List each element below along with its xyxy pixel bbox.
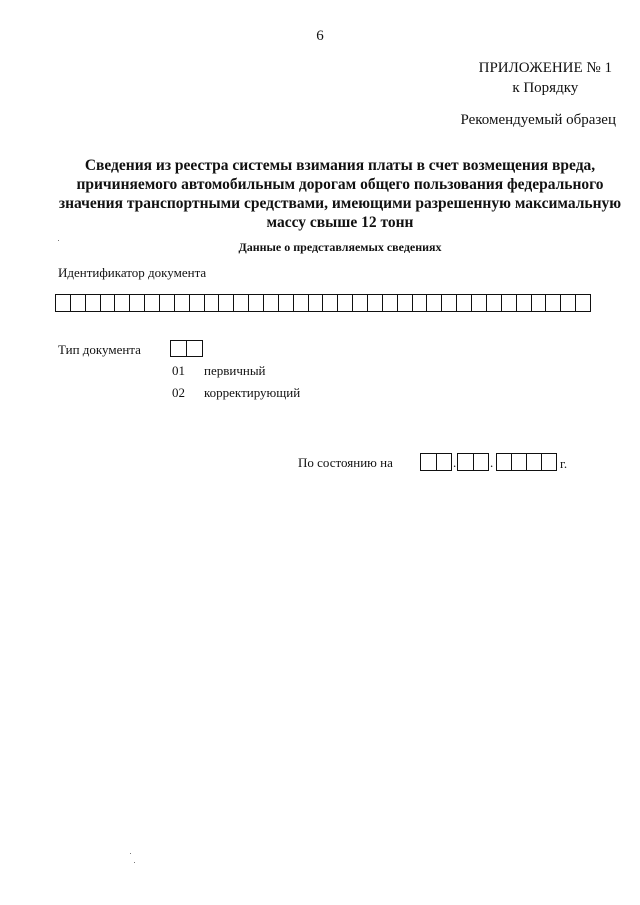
document-id-cell[interactable] (204, 295, 219, 311)
document-id-cell[interactable] (367, 295, 382, 311)
date-year-field[interactable] (496, 453, 557, 471)
title-line: значения транспортными средствами, имеющими разрешенную максимальную (58, 195, 622, 212)
appendix-header (479, 58, 612, 98)
document-id-cell[interactable] (233, 295, 248, 311)
document-id-cell[interactable] (174, 295, 189, 311)
option-text-primary: первичный (204, 363, 266, 378)
document-id-cell[interactable] (545, 295, 560, 311)
document-id-cell[interactable] (189, 295, 204, 311)
option-code-primary: 01 (172, 363, 185, 378)
document-id-cell[interactable] (456, 295, 471, 311)
document-id-cell[interactable] (501, 295, 516, 311)
date-year-cell[interactable] (526, 454, 541, 470)
date-separator: . (490, 455, 494, 470)
document-id-cell[interactable] (85, 295, 100, 311)
document-id-cell[interactable] (308, 295, 323, 311)
document-id-cell[interactable] (486, 295, 501, 311)
document-id-cell[interactable] (218, 295, 233, 311)
document-id-cell[interactable] (441, 295, 456, 311)
document-id-cell[interactable] (516, 295, 531, 311)
document-id-cell[interactable] (382, 295, 397, 311)
document-id-cell[interactable] (322, 295, 337, 311)
appendix-reference: к Порядку (512, 80, 579, 96)
sample-note: Рекомендуемый образец (460, 112, 616, 128)
date-day-cell[interactable] (421, 454, 436, 470)
date-year-cell[interactable] (497, 454, 511, 470)
appendix-title: ПРИЛОЖЕНИЕ № 1 (478, 60, 612, 76)
document-title (40, 156, 640, 232)
document-id-cell[interactable] (412, 295, 427, 311)
document-id-cell[interactable] (129, 295, 144, 311)
scan-speck (130, 853, 131, 854)
document-id-cell[interactable] (144, 295, 159, 311)
document-id-cell[interactable] (293, 295, 308, 311)
year-suffix: г. (560, 456, 568, 471)
document-id-cell[interactable] (159, 295, 174, 311)
document-type-label: Тип документа (58, 342, 141, 357)
date-month-cell[interactable] (473, 454, 489, 470)
document-id-cell[interactable] (575, 295, 590, 311)
document-id-cell[interactable] (337, 295, 352, 311)
date-day-field[interactable] (420, 453, 452, 471)
date-day-cell[interactable] (436, 454, 452, 470)
date-month-cell[interactable] (458, 454, 473, 470)
document-id-label: Идентификатор документа (58, 265, 207, 280)
document-id-cell[interactable] (352, 295, 367, 311)
title-line: массу свыше 12 тонн (266, 214, 414, 231)
title-line: Сведения из реестра системы взимания платы в счет возмещения вреда, (84, 157, 596, 174)
document-id-cell[interactable] (560, 295, 575, 311)
document-id-cell[interactable] (70, 295, 85, 311)
document-id-cell[interactable] (471, 295, 486, 311)
date-separator: . (453, 455, 457, 470)
title-line: причиняемого автомобильным дорогам общего пользования федерального (76, 176, 604, 193)
document-type-cell[interactable] (171, 341, 186, 356)
document-id-cell[interactable] (263, 295, 278, 311)
option-code-corrective: 02 (172, 385, 185, 400)
page-number: 6 (316, 28, 324, 44)
document-id-cell[interactable] (426, 295, 441, 311)
document-id-cell[interactable] (100, 295, 115, 311)
document-id-cell[interactable] (397, 295, 412, 311)
scan-speck (134, 862, 135, 863)
document-id-field[interactable] (55, 294, 591, 312)
document-type-field[interactable] (170, 340, 203, 357)
date-year-cell[interactable] (511, 454, 526, 470)
document-id-cell[interactable] (114, 295, 129, 311)
option-text-corrective: корректирующий (204, 385, 301, 400)
scan-speck (58, 240, 59, 241)
document-id-cell[interactable] (56, 295, 70, 311)
document-id-cell[interactable] (531, 295, 546, 311)
date-month-field[interactable] (457, 453, 489, 471)
date-year-cell[interactable] (541, 454, 556, 470)
section-subtitle: Данные о представляемых сведениях (238, 240, 442, 254)
document-id-cell[interactable] (248, 295, 263, 311)
document-type-cell[interactable] (186, 341, 202, 356)
document-id-cell[interactable] (278, 295, 293, 311)
as-of-label: По состоянию на (298, 455, 393, 470)
